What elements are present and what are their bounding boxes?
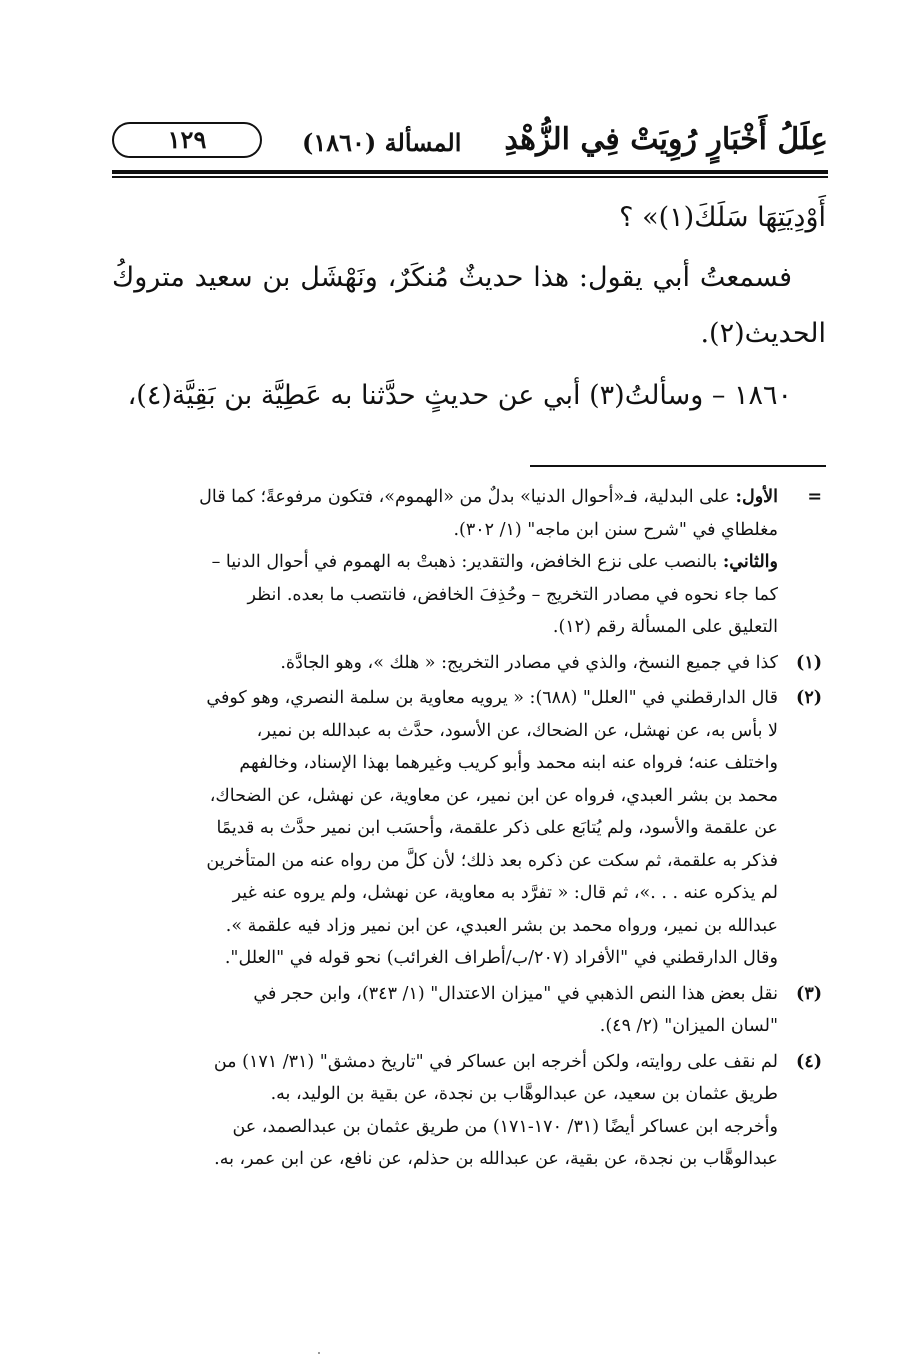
main-text <box>112 190 826 424</box>
footnote-mark: (١) <box>796 652 822 673</box>
footnote-text <box>112 682 778 975</box>
print-speck <box>318 1352 320 1354</box>
footnote-line: وأخرجه ابن عساكر أيضًا (٣١/ ١٧٠-١٧١) من طريق عثمان بن عبدالصمد، عن <box>232 1116 778 1137</box>
footnote-line: كذا في جميع النسخ، والذي في مصادر التخريج: « هلك »، وهو الجادَّة. <box>280 652 778 673</box>
footnotes <box>112 481 826 1179</box>
footnote-line: مغلطاي في "شرح سنن ابن ماجه" (١/ ٣٠٢). <box>453 519 778 540</box>
book-title: عِلَلُ أَخْبَارٍ رُوِيَتْ فِي الزُّهْدِ <box>504 122 828 157</box>
footnote-line: عبدالوهَّاب بن نجدة، عن بقية، عن عبدالله بن حذلم، عن نافع، عن ابن عمر، به. <box>214 1149 778 1169</box>
footnote-line: لم يذكره عنه . . .»، ثم قال: « تفرَّد به معاوية، عن نهشل، ولم يروه عنه غير <box>232 883 778 903</box>
footnote-mark: (٣) <box>796 983 822 1004</box>
paragraph-1: أَوْدِيَتِهَا سَلَكَ(١)» ؟ <box>619 202 826 233</box>
footnote-line: قال الدارقطني في "العلل" (٦٨٨): « يرويه معاوية بن سلمة النصري، وهو كوفي <box>206 688 778 708</box>
footnote-text <box>112 647 778 680</box>
footnote-line <box>112 481 778 514</box>
footnote-line: لا بأس به، عن نهشل، عن الضحاك، عن الأسود، حدَّث به عبدالله بن نمير، <box>256 720 778 741</box>
footnote-line: لم نقف على روايته، ولكن أخرجه ابن عساكر في "تاريخ دمشق" (٣١/ ١٧١) من <box>213 1051 778 1072</box>
header-rule-thick <box>112 170 828 174</box>
footnote-mark: (٤) <box>796 1051 822 1072</box>
footnote-line: طريق عثمان بن سعيد، عن عبدالوهَّاب بن نجدة، عن بقية بن الوليد، به. <box>270 1084 778 1104</box>
footnote-3 <box>112 978 826 1043</box>
footnote-line <box>112 546 778 579</box>
footnote-mark: (٢) <box>796 688 822 708</box>
footnote-line: وقال الدارقطني في "الأفراد (٢٠٧/ب/أطراف الغرائب) نحو قوله في "العلل". <box>224 948 778 968</box>
footnote-line: كما جاء نحوه في مصادر التخريج – وحُذِفَ الخافض، فانتصب ما بعده. انظر <box>247 584 778 605</box>
page-number-badge: ١٢٩ <box>112 122 262 158</box>
footnote-line: "لسان الميزان" (٢/ ٤٩). <box>599 1016 778 1036</box>
footnote-line: محمد بن بشر العبدي، فرواه عن ابن نمير، عن معاوية، عن نهشل، عن الضحاك، <box>209 785 778 806</box>
footnote-line-text: بالنصب على نزع الخافض، والتقدير: ذهبتْ به الهموم في أحوال الدنيا – <box>211 552 723 572</box>
footnote-continuation <box>112 481 826 644</box>
header-rule-thin <box>112 176 828 178</box>
footnote-line-text: على البدلية، فـ«أحوال الدنيا» بدلٌ من «الهموم»، فتكون مرفوعةً؛ كما قال <box>199 487 736 507</box>
footnote-2 <box>112 682 826 975</box>
footnote-1 <box>112 647 826 680</box>
footnote-text <box>112 481 778 644</box>
page-header <box>112 118 828 166</box>
footnote-text <box>112 1046 778 1176</box>
footnote-line: فذكر به علقمة، ثم سكت عن ذكره بعد ذلك؛ لأن كلَّ من رواه عنه من المتأخرين <box>206 850 778 871</box>
footnote-line: التعليق على المسألة رقم (١٢). <box>552 617 778 637</box>
paragraph-3: ١٨٦٠ – وسألتُ(٣) أبي عن حديثٍ حدَّثنا به عَطِيَّة بن بَقِيَّة(٤)، <box>127 380 792 411</box>
footnote-text <box>112 978 778 1043</box>
footnote-mark: = <box>807 487 822 507</box>
issue-label: المسألة (١٨٦٠) <box>302 128 462 157</box>
footnote-line: واختلف عنه؛ فرواه عنه ابنه محمد وأبو كريب وغيرهما بهذا الإسناد، وخالفهم <box>239 753 778 773</box>
term-label: الأول: <box>735 487 778 507</box>
term-label: والثاني: <box>722 552 778 572</box>
footnote-line: عبدالله بن نمير، ورواه محمد بن بشر العبدي، عن ابن نمير وزاد فيه علقمة ». <box>225 915 778 936</box>
footnote-4 <box>112 1046 826 1176</box>
footnote-line: نقل بعض هذا النص الذهبي في "ميزان الاعتدال" (١/ ٣٤٣)، وابن حجر في <box>253 983 778 1004</box>
footnote-line: عن علقمة والأسود، ولم يُتابَع على ذكر علقمة، وأحسَب ابن نمير حدَّث به قديمًا <box>216 818 778 838</box>
footnote-separator <box>530 465 826 467</box>
paragraph-2: فسمعتُ أبي يقول: هذا حديثٌ مُنكَرٌ، ونَهْشَل بن سعيد متروكُ الحديث(٢). <box>112 262 826 349</box>
